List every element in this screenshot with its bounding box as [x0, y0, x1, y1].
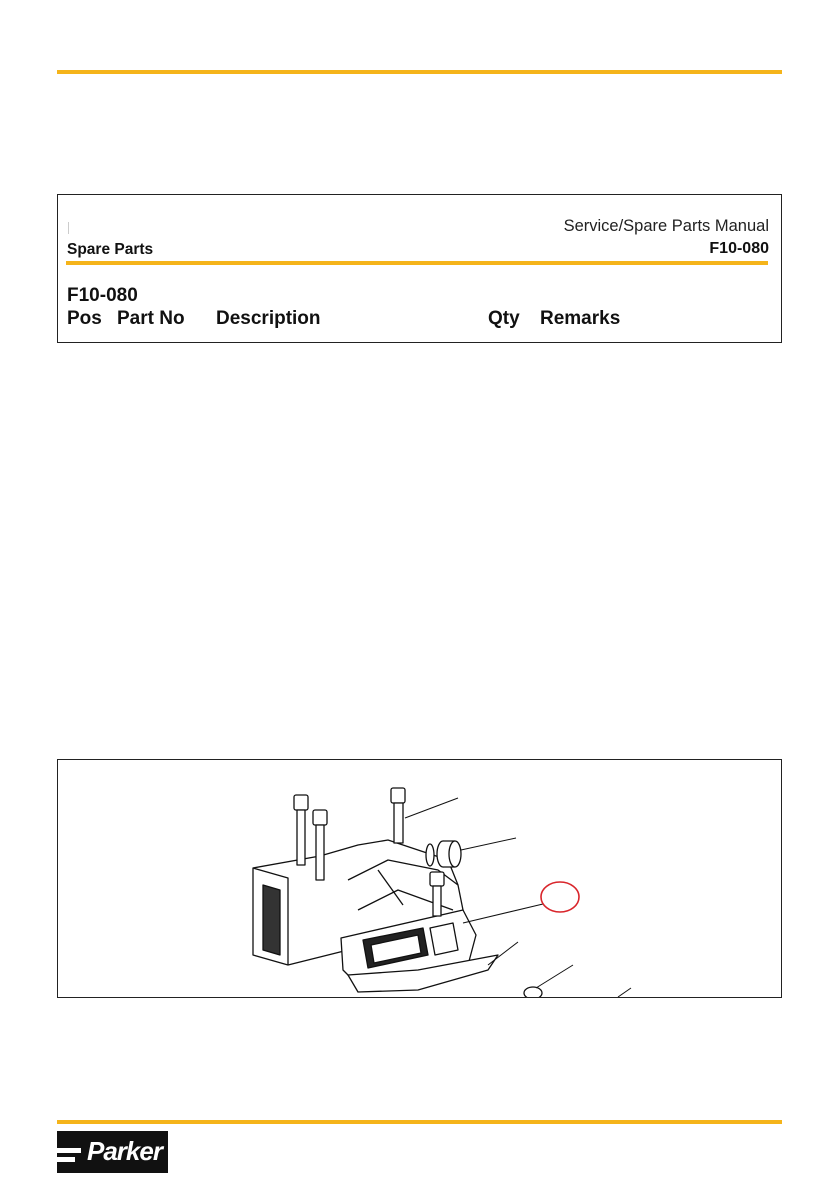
bolt-1 — [294, 795, 308, 865]
o-ring — [426, 844, 434, 866]
bottom-accent-rule — [57, 1120, 782, 1124]
column-header-pos: Pos — [67, 308, 102, 329]
column-header-description: Description — [216, 308, 321, 329]
spare-parts-header-panel — [57, 194, 782, 343]
column-header-qty: Qty — [488, 308, 520, 329]
leader-line-6 — [618, 988, 631, 997]
leader-line-5 — [536, 965, 573, 988]
header-accent-rule — [66, 261, 768, 265]
divider-tick — [68, 222, 69, 234]
plug — [437, 841, 461, 867]
exploded-view-drawing — [58, 760, 781, 997]
column-header-part-no: Part No — [117, 308, 185, 329]
logo-wordmark: Parker — [87, 1136, 162, 1166]
leader-line-2 — [461, 838, 516, 850]
model-code: F10-080 — [709, 240, 769, 257]
exploded-view-figure — [57, 759, 782, 998]
leader-line-4 — [488, 942, 518, 965]
top-accent-rule — [57, 70, 782, 74]
table-code: F10-080 — [67, 285, 138, 306]
section-title: Spare Parts — [67, 241, 154, 258]
column-header-remarks: Remarks — [540, 308, 621, 329]
leader-line-1 — [405, 798, 458, 818]
parker-logo — [57, 1131, 168, 1173]
bolt-3 — [391, 788, 405, 843]
manual-title: Service/Spare Parts Manual — [563, 217, 769, 235]
leader-line-3 — [463, 904, 543, 923]
callout-marker — [541, 882, 579, 912]
